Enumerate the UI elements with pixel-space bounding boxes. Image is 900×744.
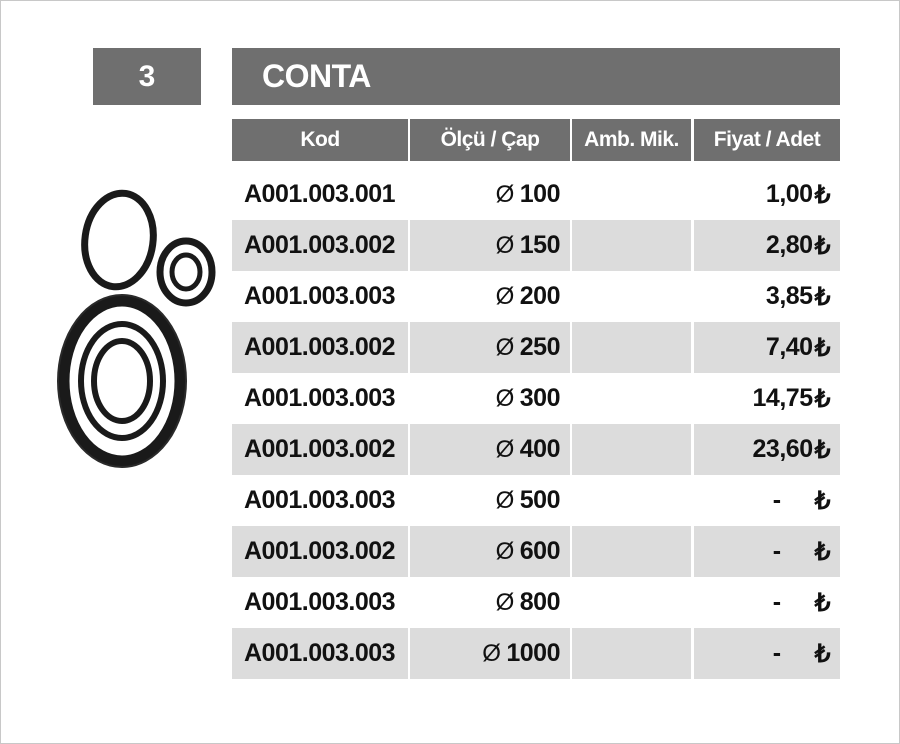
price-value: - — [772, 639, 781, 667]
table-row — [232, 577, 840, 628]
cell-price — [694, 475, 840, 526]
header-code: Kod — [232, 119, 408, 161]
cell-code: A001.003.003 — [244, 282, 396, 310]
cell-pack-qty — [572, 424, 691, 475]
cell-code: A001.003.002 — [232, 220, 408, 271]
cell-price — [694, 322, 840, 373]
cell-size — [410, 577, 570, 628]
table-row — [232, 220, 840, 271]
cell-code: A001.003.002 — [232, 526, 408, 577]
cell-size — [410, 322, 570, 373]
diameter-symbol: Ø — [495, 486, 514, 514]
cell-code: A001.003.003 — [232, 628, 408, 679]
cell-price — [694, 424, 840, 475]
price-value: 7,40 — [765, 333, 813, 361]
cell-size — [410, 169, 570, 220]
cell-code: A001.003.002 — [232, 322, 408, 373]
price-value: - — [772, 537, 781, 565]
cell-price — [694, 169, 840, 220]
diameter-symbol: Ø — [495, 333, 514, 361]
table-row — [232, 526, 840, 577]
cell-size — [410, 475, 570, 526]
size-value: 250 — [519, 333, 560, 361]
price-value: 23,60 — [752, 435, 813, 463]
table-row — [232, 628, 840, 679]
cell-price — [694, 373, 840, 424]
cell-price — [694, 526, 840, 577]
size-value: 200 — [519, 282, 560, 310]
rubber-gasket-rings-icon — [55, 180, 225, 480]
size-value: 500 — [519, 486, 560, 514]
cell-pack-qty — [572, 526, 691, 577]
size-value: 800 — [519, 588, 560, 616]
table-row — [232, 271, 840, 322]
header-pack-qty: Amb. Mik. — [572, 119, 691, 161]
currency-symbol: ₺ — [814, 384, 830, 413]
table-row — [232, 169, 840, 220]
cell-size — [410, 220, 570, 271]
cell-pack-qty — [572, 220, 691, 271]
size-value: 1000 — [506, 639, 560, 667]
diameter-symbol: Ø — [495, 537, 514, 565]
table-row — [232, 424, 840, 475]
cell-pack-qty — [572, 628, 691, 679]
size-value: 300 — [519, 384, 560, 412]
cell-code: A001.003.003 — [244, 486, 396, 514]
section-title: CONTA — [232, 48, 840, 105]
currency-symbol: ₺ — [814, 282, 830, 311]
cell-size — [410, 373, 570, 424]
currency-symbol: ₺ — [814, 639, 830, 668]
cell-pack-qty — [572, 475, 691, 526]
price-value: - — [772, 486, 781, 514]
section-number: 3 — [93, 48, 201, 105]
diameter-symbol: Ø — [482, 639, 501, 667]
diameter-symbol: Ø — [495, 282, 514, 310]
cell-pack-qty — [572, 373, 691, 424]
cell-size — [410, 628, 570, 679]
cell-price — [694, 271, 840, 322]
price-table — [232, 119, 840, 679]
cell-size — [410, 526, 570, 577]
diameter-symbol: Ø — [495, 588, 514, 616]
price-value: 1,00 — [765, 180, 813, 208]
price-value: 14,75 — [752, 384, 813, 412]
currency-symbol: ₺ — [814, 435, 830, 464]
diameter-symbol: Ø — [495, 435, 514, 463]
currency-symbol: ₺ — [814, 231, 830, 260]
table-row — [232, 373, 840, 424]
diameter-symbol: Ø — [495, 180, 514, 208]
diameter-symbol: Ø — [495, 231, 514, 259]
size-value: 150 — [519, 231, 560, 259]
cell-price — [694, 628, 840, 679]
cell-size — [410, 271, 570, 322]
currency-symbol: ₺ — [814, 537, 830, 566]
table-body — [232, 169, 840, 679]
diameter-symbol: Ø — [495, 384, 514, 412]
price-value: 2,80 — [765, 231, 813, 259]
table-row — [232, 475, 840, 526]
cell-price — [694, 220, 840, 271]
size-value: 600 — [519, 537, 560, 565]
cell-code: A001.003.003 — [244, 588, 396, 616]
cell-code: A001.003.001 — [244, 180, 396, 208]
price-value: - — [772, 588, 781, 616]
currency-symbol: ₺ — [814, 588, 830, 617]
cell-size — [410, 424, 570, 475]
header-size: Ölçü / Çap — [410, 119, 570, 161]
table-header-row — [232, 119, 840, 161]
currency-symbol: ₺ — [814, 333, 830, 362]
cell-pack-qty — [572, 271, 691, 322]
currency-symbol: ₺ — [814, 180, 830, 209]
price-value: 3,85 — [765, 282, 813, 310]
cell-pack-qty — [572, 322, 691, 373]
size-value: 400 — [519, 435, 560, 463]
cell-pack-qty — [572, 577, 691, 628]
cell-code: A001.003.002 — [232, 424, 408, 475]
header-price: Fiyat / Adet — [694, 119, 840, 161]
cell-code: A001.003.003 — [244, 384, 396, 412]
currency-symbol: ₺ — [814, 486, 830, 515]
cell-price — [694, 577, 840, 628]
table-row — [232, 322, 840, 373]
cell-pack-qty — [572, 169, 691, 220]
size-value: 100 — [519, 180, 560, 208]
